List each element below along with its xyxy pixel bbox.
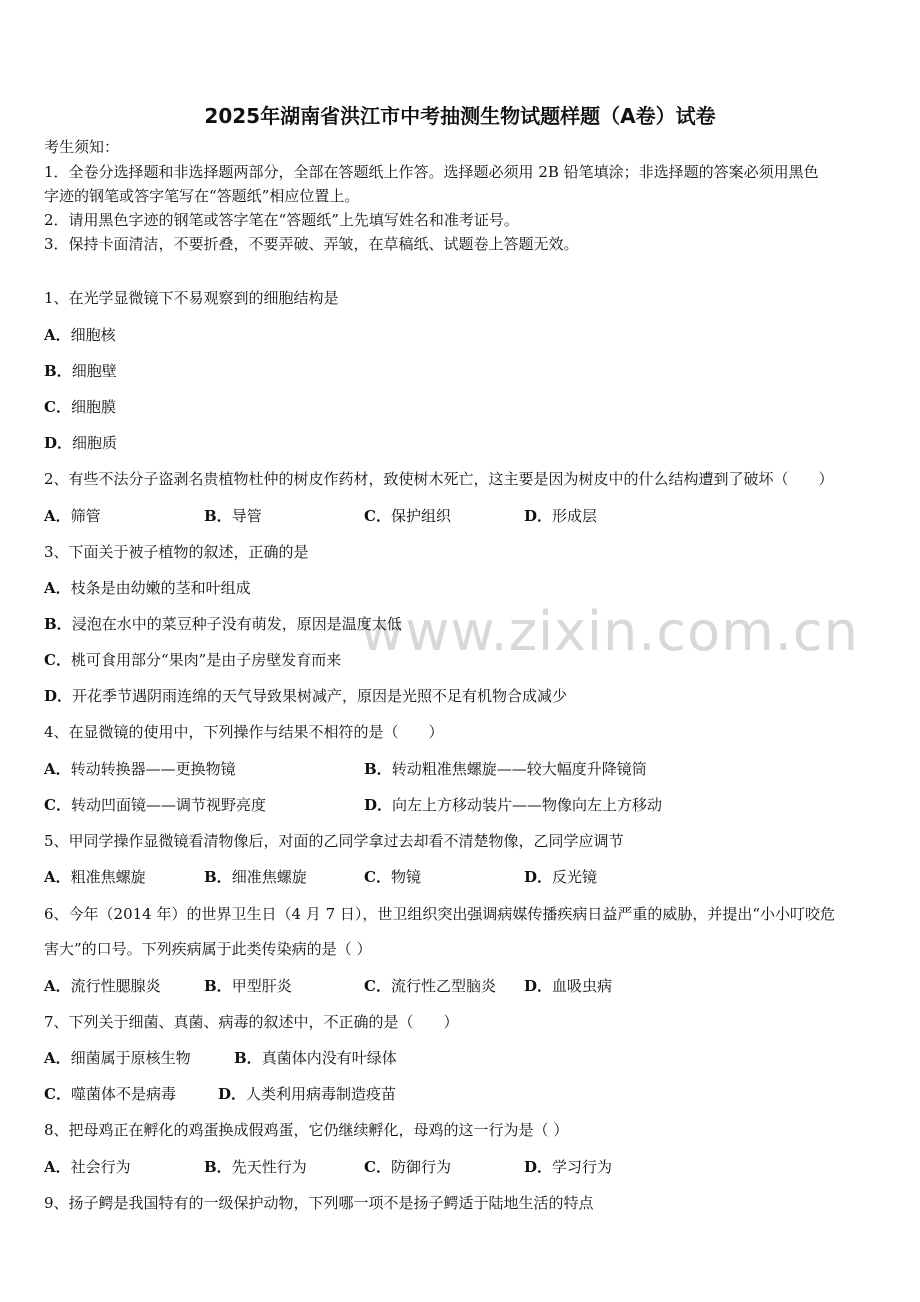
option-letter: D． — [44, 434, 73, 452]
option-text: 甲型肝炎 — [231, 977, 292, 995]
option-4b[interactable] — [364, 758, 647, 780]
notice-line: 3．保持卡面清洁，不要折叠，不要弄破、弄皱，在草稿纸、试题卷上答题无效。 — [44, 235, 579, 253]
option-3b[interactable] — [44, 613, 402, 635]
option-letter: A． — [44, 760, 71, 778]
option-text: 开花季节遇阴雨连绵的天气导致果树减产，原因是光照不足有机物合成减少 — [72, 687, 568, 705]
option-1a[interactable] — [44, 324, 116, 346]
option-8a[interactable] — [44, 1156, 131, 1178]
option-letter: A． — [44, 1158, 71, 1176]
option-text: 血吸虫病 — [552, 977, 613, 995]
option-text: 枝条是由幼嫩的茎和叶组成 — [70, 579, 251, 597]
notice-line: 字迹的钢笔或答字笔写在“答题纸”相应位置上。 — [44, 187, 360, 205]
option-text: 细胞核 — [70, 326, 116, 344]
option-text: 细胞膜 — [70, 398, 116, 416]
option-1d[interactable] — [44, 432, 117, 454]
option-letter: D． — [524, 1158, 553, 1176]
option-5b[interactable] — [204, 866, 307, 888]
option-text: 噬菌体不是病毒 — [70, 1085, 176, 1103]
option-text: 桃可食用部分“果肉”是由子房壁发育而来 — [70, 651, 342, 669]
option-6a[interactable] — [44, 975, 161, 997]
option-letter: B． — [44, 362, 72, 380]
option-7b[interactable] — [234, 1047, 397, 1069]
option-text: 人类利用病毒制造疫苗 — [246, 1085, 397, 1103]
option-text: 先天性行为 — [231, 1158, 307, 1176]
option-letter: D． — [524, 868, 553, 886]
option-7d[interactable] — [218, 1083, 396, 1105]
option-letter: C． — [44, 1085, 71, 1103]
option-text: 学习行为 — [552, 1158, 613, 1176]
option-4d[interactable] — [364, 794, 662, 816]
option-text: 浸泡在水中的菜豆种子没有萌发，原因是温度太低 — [71, 615, 402, 633]
notice-line: 2．请用黑色字迹的钢笔或答字笔在“答题纸”上先填写姓名和准考证号。 — [44, 211, 519, 229]
notice-line: 1．全卷分选择题和非选择题两部分，全部在答题纸上作答。选择题必须用 2B 铅笔填涂；非选择题的答案必须用黑色 — [44, 163, 819, 181]
option-text: 防御行为 — [390, 1158, 451, 1176]
option-text: 转动转换器——更换物镜 — [70, 760, 236, 778]
option-letter: A． — [44, 977, 71, 995]
option-8d[interactable] — [524, 1156, 612, 1178]
option-text: 导管 — [231, 507, 262, 525]
option-letter: C． — [364, 977, 391, 995]
option-text: 社会行为 — [70, 1158, 131, 1176]
option-letter: C． — [364, 1158, 391, 1176]
watermark: www.zixin.com.cn — [360, 600, 859, 663]
option-letter: D． — [524, 507, 553, 525]
question-6-cont: 害大”的口号。下列疾病属于此类传染病的是（ ） — [44, 940, 372, 958]
option-letter: B． — [234, 1049, 262, 1067]
option-letter: C． — [364, 507, 391, 525]
option-letter: B． — [44, 615, 72, 633]
option-2b[interactable] — [204, 505, 262, 527]
option-letter: C． — [44, 398, 71, 416]
question-3: 3、下面关于被子植物的叙述，正确的是 — [44, 543, 309, 561]
option-letter: D． — [44, 687, 73, 705]
option-text: 形成层 — [552, 507, 598, 525]
option-2d[interactable] — [524, 505, 597, 527]
option-3c[interactable] — [44, 649, 341, 671]
option-5a[interactable] — [44, 866, 146, 888]
option-text: 物镜 — [390, 868, 421, 886]
option-5c[interactable] — [364, 866, 421, 888]
option-letter: A． — [44, 868, 71, 886]
option-text: 细胞质 — [72, 434, 118, 452]
option-3d[interactable] — [44, 685, 567, 707]
question-8: 8、把母鸡正在孵化的鸡蛋换成假鸡蛋，它仍继续孵化，母鸡的这一行为是（ ） — [44, 1121, 569, 1139]
option-letter: C． — [44, 796, 71, 814]
option-letter: D． — [364, 796, 393, 814]
question-1: 1、在光学显微镜下不易观察到的细胞结构是 — [44, 289, 339, 307]
option-letter: B． — [204, 1158, 232, 1176]
option-letter: B． — [204, 977, 232, 995]
option-letter: B． — [364, 760, 392, 778]
option-text: 转动凹面镜——调节视野亮度 — [70, 796, 266, 814]
option-letter: C． — [44, 651, 71, 669]
option-letter: A． — [44, 1049, 71, 1067]
option-6b[interactable] — [204, 975, 292, 997]
option-text: 保护组织 — [390, 507, 451, 525]
option-letter: C． — [364, 868, 391, 886]
option-7a[interactable] — [44, 1047, 191, 1069]
option-8b[interactable] — [204, 1156, 307, 1178]
option-letter: D． — [218, 1085, 247, 1103]
option-6d[interactable] — [524, 975, 612, 997]
option-4c[interactable] — [44, 794, 266, 816]
question-6: 6、今年（2014 年）的世界卫生日（4 月 7 日），世卫组织突出强调病媒传播疾病日益严重的威胁，并提出“小小叮咬危 — [44, 905, 836, 923]
question-2: 2、有些不法分子盗剥名贵植物杜仲的树皮作药材，致使树木死亡，这主要是因为树皮中的什么结构遭到了破坏（ ） — [44, 470, 834, 488]
option-letter: B． — [204, 868, 232, 886]
option-6c[interactable] — [364, 975, 496, 997]
option-letter: A． — [44, 326, 71, 344]
option-8c[interactable] — [364, 1156, 451, 1178]
option-letter: A． — [44, 507, 71, 525]
option-text: 真菌体内没有叶绿体 — [261, 1049, 397, 1067]
question-5: 5、甲同学操作显微镜看清物像后，对面的乙同学拿过去却看不清楚物像，乙同学应调节 — [44, 832, 624, 850]
option-text: 转动粗准焦螺旋——较大幅度升降镜筒 — [391, 760, 647, 778]
question-7: 7、下列关于细菌、真菌、病毒的叙述中，不正确的是（ ） — [44, 1013, 459, 1031]
option-5d[interactable] — [524, 866, 597, 888]
notice-heading: 考生须知： — [44, 138, 120, 156]
option-letter: B． — [204, 507, 232, 525]
page-title: 2025年湖南省洪江市中考抽测生物试题样题（A卷）试卷 — [204, 104, 716, 128]
option-text: 细菌属于原核生物 — [70, 1049, 191, 1067]
option-text: 粗准焦螺旋 — [70, 868, 146, 886]
question-4: 4、在显微镜的使用中，下列操作与结果不相符的是（ ） — [44, 723, 444, 741]
option-2a[interactable] — [44, 505, 101, 527]
option-3a[interactable] — [44, 577, 251, 599]
option-text: 流行性乙型脑炎 — [390, 977, 496, 995]
option-letter: A． — [44, 579, 71, 597]
question-9: 9、扬子鳄是我国特有的一级保护动物，下列哪一项不是扬子鳄适于陆地生活的特点 — [44, 1194, 594, 1212]
option-text: 流行性腮腺炎 — [70, 977, 161, 995]
option-1c[interactable] — [44, 396, 116, 418]
option-7c[interactable] — [44, 1083, 176, 1105]
option-text: 细准焦螺旋 — [231, 868, 307, 886]
option-1b[interactable] — [44, 360, 117, 382]
option-text: 反光镜 — [552, 868, 598, 886]
option-text: 向左上方移动装片——物像向左上方移动 — [392, 796, 663, 814]
option-text: 筛管 — [70, 507, 101, 525]
option-letter: D． — [524, 977, 553, 995]
option-2c[interactable] — [364, 505, 451, 527]
option-text: 细胞壁 — [71, 362, 117, 380]
option-4a[interactable] — [44, 758, 236, 780]
